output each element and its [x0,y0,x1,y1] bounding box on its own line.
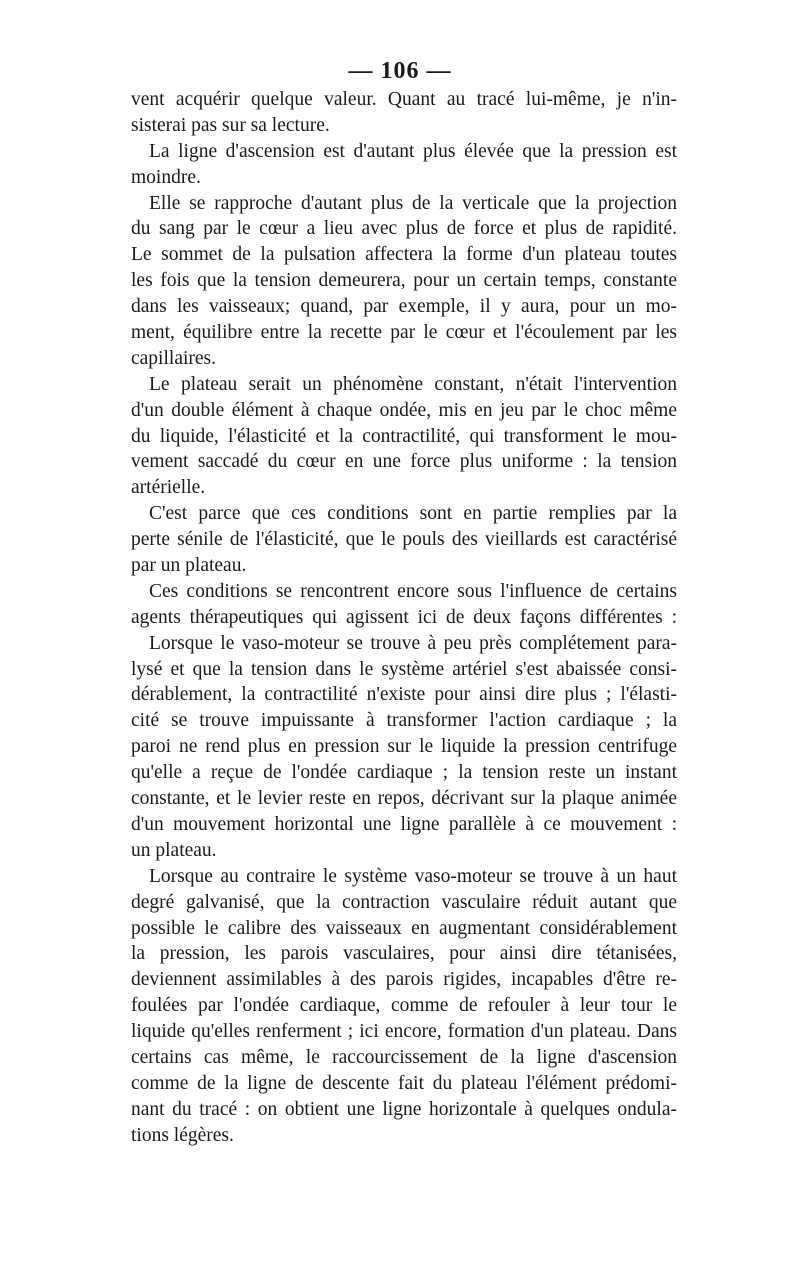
text-line: possible le calibre des vaisseaux en augmentant considérablement [131,917,677,939]
text-line: nant du tracé : on obtient une ligne horizontale à quelques ondula- [131,1098,677,1120]
text-line: les fois que la tension demeurera, pour un certain temps, constante [131,270,677,292]
text-line: lysé et que la tension dans le système artériel s'est abaissée consi- [131,658,677,680]
text-line: constante, et le levier reste en repos, décrivant sur la plaque animée [131,788,677,810]
text-line: moindre. [131,166,201,188]
text-line: perte sénile de l'élasticité, que le pouls des vieillards est caractérisé [131,529,677,551]
body-text [131,87,677,1149]
text-line: ment, équilibre entre la recette par le cœur et l'écoulement par les [131,322,677,344]
text-line: vement saccadé du cœur en une force plus uniforme : la tension [131,451,677,473]
text-line: foulées par l'ondée cardiaque, comme de refouler à leur tour le [131,995,677,1017]
text-line: Le plateau serait un phénomène constant, n'était l'intervention [149,373,677,395]
text-line: du liquide, l'élasticité et la contractilité, qui transforment le mou- [131,425,677,447]
text-line: cité se trouve impuissante à transformer l'action cardiaque ; la [131,710,677,732]
text-line: la pression, les parois vasculaires, pour ainsi dire tétanisées, [131,943,677,965]
text-line: un plateau. [131,839,217,861]
text-line: agents thérapeutiques qui agissent ici de deux façons différentes : [131,606,677,628]
text-line: Lorsque au contraire le système vaso-moteur se trouve à un haut [149,865,677,887]
text-line: paroi ne rend plus en pression sur le liquide la pression centrifuge [131,736,677,758]
text-line: Lorsque le vaso-moteur se trouve à peu près complétement para- [149,632,677,654]
text-line: comme de la ligne de descente fait du plateau l'élément prédomi- [131,1072,677,1094]
text-line: d'un mouvement horizontal une ligne parallèle à ce mouvement : [131,813,677,835]
text-line: sisterai pas sur sa lecture. [131,114,330,136]
text-line: du sang par le cœur a lieu avec plus de force et plus de rapidité. [131,218,677,240]
text-line: Ces conditions se rencontrent encore sous l'influence de certains [149,580,677,602]
text-line: tions légères. [131,1124,234,1146]
text-line: dérablement, la contractilité n'existe pour ainsi dire plus ; l'élasti- [131,684,677,706]
text-line: C'est parce que ces conditions sont en partie remplies par la [149,503,677,525]
text-line: La ligne d'ascension est d'autant plus élevée que la pression est [149,140,677,162]
text-line: qu'elle a reçue de l'ondée cardiaque ; la tension reste un instant [131,762,677,784]
text-line: artérielle. [131,477,206,499]
text-line: par un plateau. [131,555,247,577]
text-line: liquide qu'elles renferment ; ici encore, formation d'un plateau. Dans [131,1021,677,1043]
text-line: Le sommet de la pulsation affectera la forme d'un plateau toutes [131,244,677,266]
text-line: vent acquérir quelque valeur. Quant au tracé lui-même, je n'in- [131,89,677,110]
text-line: capillaires. [131,347,216,369]
text-line: Elle se rapproche d'autant plus de la verticale que la projection [149,192,677,214]
page-number: — 106 — [348,58,452,84]
text-line: degré galvanisé, que la contraction vasculaire réduit autant que [131,891,677,913]
text-line: dans les vaisseaux; quand, par exemple, il y aura, pour un mo- [131,296,677,318]
text-line: deviennent assimilables à des parois rigides, incapables d'être re- [131,969,677,991]
text-line: certains cas même, le raccourcissement de la ligne d'ascension [131,1046,677,1068]
text-line: d'un double élément à chaque ondée, mis en jeu par le choc même [131,399,677,421]
